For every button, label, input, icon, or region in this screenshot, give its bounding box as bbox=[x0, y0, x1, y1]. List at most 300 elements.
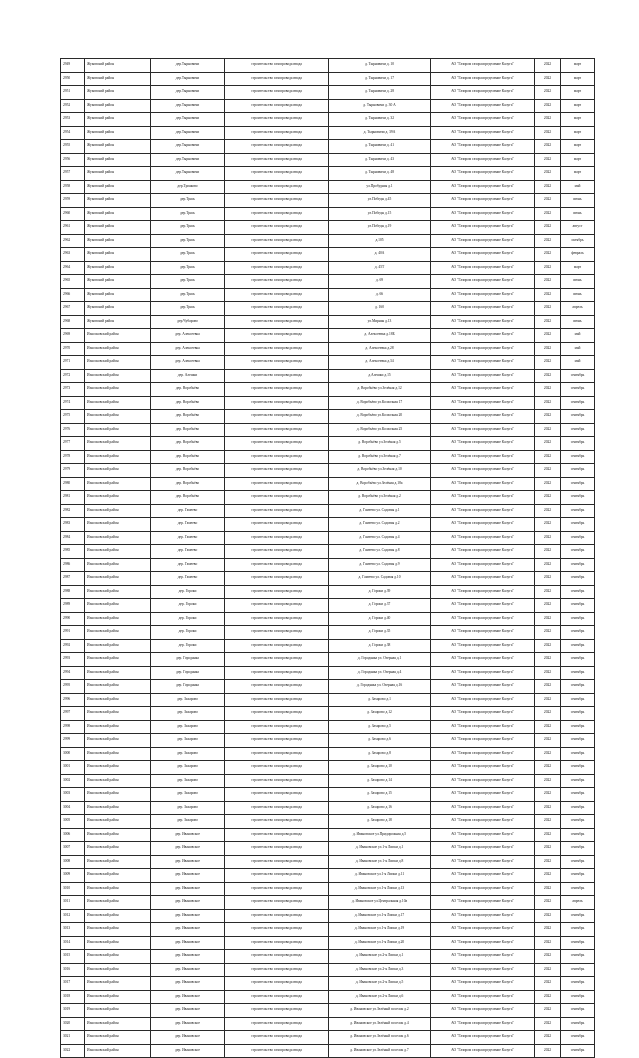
organization-cell: АО "Газпром газораспределение Калуга" bbox=[431, 788, 535, 802]
table-row bbox=[61, 207, 595, 221]
organization-cell: АО "Газпром газораспределение Калуга" bbox=[431, 963, 535, 977]
district-cell: Износковский район bbox=[85, 855, 151, 869]
work-type-cell: строительство газопровода ввода bbox=[225, 288, 329, 302]
work-type-cell: строительство газопровода ввода bbox=[225, 477, 329, 491]
row-number: 2990 bbox=[61, 612, 85, 626]
district-cell: Жуковский район bbox=[85, 126, 151, 140]
month-cell: сентябрь bbox=[561, 963, 595, 977]
table-row bbox=[61, 329, 595, 343]
district-cell: Износковский район bbox=[85, 1044, 151, 1058]
register-page bbox=[60, 58, 594, 1058]
month-cell: сентябрь bbox=[561, 518, 595, 532]
table-row bbox=[61, 896, 595, 910]
address-cell: д. Городянка ул. Озерная д.16 bbox=[329, 680, 431, 694]
row-number: 2949 bbox=[61, 59, 85, 73]
organization-cell: АО "Газпром газораспределение Калуга" bbox=[431, 977, 535, 991]
table-row bbox=[61, 639, 595, 653]
year-cell: 2022 bbox=[535, 531, 561, 545]
table-row bbox=[61, 518, 595, 532]
year-cell: 2022 bbox=[535, 302, 561, 316]
year-cell: 2022 bbox=[535, 896, 561, 910]
address-cell: д. Воробьёво ул.Колхозная 17 bbox=[329, 396, 431, 410]
organization-cell: АО "Газпром газораспределение Калуга" bbox=[431, 1017, 535, 1031]
district-cell: Износковский район bbox=[85, 329, 151, 343]
row-number: 3007 bbox=[61, 842, 85, 856]
address-cell: д. Захарово д.10 bbox=[329, 761, 431, 775]
address-cell: ул.Мирная д.13 bbox=[329, 315, 431, 329]
year-cell: 2022 bbox=[535, 342, 561, 356]
work-type-cell: строительство газопровода ввода bbox=[225, 707, 329, 721]
district-cell: Износковский район bbox=[85, 950, 151, 964]
year-cell: 2022 bbox=[535, 1004, 561, 1018]
work-type-cell: строительство газопровода ввода bbox=[225, 167, 329, 181]
row-number: 2976 bbox=[61, 423, 85, 437]
district-cell: Жуковский район bbox=[85, 72, 151, 86]
work-type-cell: строительство газопровода ввода bbox=[225, 140, 329, 154]
settlement-cell: дер.Тырновичи bbox=[151, 113, 225, 127]
settlement-cell: дер.Тырновичи bbox=[151, 126, 225, 140]
work-type-cell: строительство газопровода ввода bbox=[225, 113, 329, 127]
district-cell: Износковский район bbox=[85, 842, 151, 856]
organization-cell: АО "Газпром газораспределение Калуга" bbox=[431, 140, 535, 154]
row-number: 3008 bbox=[61, 855, 85, 869]
work-type-cell: строительство газопровода ввода bbox=[225, 450, 329, 464]
row-number: 2996 bbox=[61, 693, 85, 707]
row-number: 2951 bbox=[61, 86, 85, 100]
work-type-cell: строительство газопровода ввода bbox=[225, 936, 329, 950]
month-cell: март bbox=[561, 261, 595, 275]
year-cell: 2022 bbox=[535, 477, 561, 491]
district-cell: Износковский район bbox=[85, 639, 151, 653]
district-cell: Износковский район bbox=[85, 504, 151, 518]
address-cell: д. Захарово д.12 bbox=[329, 707, 431, 721]
address-cell: д. Гороки д.35 bbox=[329, 626, 431, 640]
year-cell: 2022 bbox=[535, 113, 561, 127]
address-cell: д. Городянка ул. Озерная д.4 bbox=[329, 666, 431, 680]
table-row bbox=[61, 909, 595, 923]
address-cell: д. Ивановское ул.2-я Липки д.6 bbox=[329, 990, 431, 1004]
row-number: 2956 bbox=[61, 153, 85, 167]
row-number: 2979 bbox=[61, 464, 85, 478]
row-number: 2964 bbox=[61, 261, 85, 275]
district-cell: Жуковский район bbox=[85, 261, 151, 275]
row-number: 2998 bbox=[61, 720, 85, 734]
row-number: 2986 bbox=[61, 558, 85, 572]
address-cell: д. Ивановское ул.1-я Липки д.1 bbox=[329, 842, 431, 856]
district-cell: Износковский район bbox=[85, 923, 151, 937]
table-row bbox=[61, 315, 595, 329]
district-cell: Износковский район bbox=[85, 909, 151, 923]
settlement-cell: дер. Ивановское bbox=[151, 923, 225, 937]
row-number: 3018 bbox=[61, 990, 85, 1004]
work-type-cell: строительство газопровода ввода bbox=[225, 626, 329, 640]
organization-cell: АО "Газпром газораспределение Калуга" bbox=[431, 86, 535, 100]
row-number: 2982 bbox=[61, 504, 85, 518]
table-body bbox=[61, 59, 595, 1058]
organization-cell: АО "Газпром газораспределение Калуга" bbox=[431, 855, 535, 869]
row-number: 3003 bbox=[61, 788, 85, 802]
work-type-cell: строительство газопровода ввода bbox=[225, 261, 329, 275]
organization-cell: АО "Газпром газораспределение Калуга" bbox=[431, 774, 535, 788]
table-row bbox=[61, 666, 595, 680]
work-type-cell: строительство газопровода ввода bbox=[225, 302, 329, 316]
organization-cell: АО "Газпром газораспределение Калуга" bbox=[431, 194, 535, 208]
work-type-cell: строительство газопровода ввода bbox=[225, 86, 329, 100]
settlement-cell: дер.Трясь bbox=[151, 248, 225, 262]
month-cell: март bbox=[561, 140, 595, 154]
work-type-cell: строительство газопровода ввода bbox=[225, 383, 329, 397]
organization-cell: АО "Газпром газораспределение Калуга" bbox=[431, 423, 535, 437]
year-cell: 2022 bbox=[535, 707, 561, 721]
row-number: 3005 bbox=[61, 815, 85, 829]
district-cell: Износковский район bbox=[85, 491, 151, 505]
month-cell: сентябрь bbox=[561, 410, 595, 424]
organization-cell: АО "Газпром газораспределение Калуга" bbox=[431, 815, 535, 829]
address-cell: ул.Победы д.15 bbox=[329, 207, 431, 221]
district-cell: Износковский район bbox=[85, 572, 151, 586]
organization-cell: АО "Газпром газораспределение Калуга" bbox=[431, 153, 535, 167]
organization-cell: АО "Газпром газораспределение Калуга" bbox=[431, 275, 535, 289]
work-type-cell: строительство газопровода ввода bbox=[225, 869, 329, 883]
settlement-cell: дер. Ивановское bbox=[151, 950, 225, 964]
row-number: 2992 bbox=[61, 639, 85, 653]
settlement-cell: дер. Городянка bbox=[151, 666, 225, 680]
table-row bbox=[61, 261, 595, 275]
organization-cell: АО "Газпром газораспределение Калуга" bbox=[431, 666, 535, 680]
organization-cell: АО "Газпром газораспределение Калуга" bbox=[431, 437, 535, 451]
work-type-cell: строительство газопровода ввода bbox=[225, 99, 329, 113]
address-cell: д. Захарово д.8 bbox=[329, 747, 431, 761]
organization-cell: АО "Газпром газораспределение Калуга" bbox=[431, 801, 535, 815]
settlement-cell: дер. Алексеевка bbox=[151, 356, 225, 370]
work-type-cell: строительство газопровода ввода bbox=[225, 545, 329, 559]
district-cell: Износковский район bbox=[85, 653, 151, 667]
table-row bbox=[61, 842, 595, 856]
year-cell: 2022 bbox=[535, 234, 561, 248]
address-cell: д. Тырновичи д. 41 bbox=[329, 140, 431, 154]
month-cell: сентябрь bbox=[561, 558, 595, 572]
district-cell: Жуковский район bbox=[85, 275, 151, 289]
year-cell: 2022 bbox=[535, 882, 561, 896]
address-cell: д. 45Т bbox=[329, 261, 431, 275]
month-cell: сентябрь bbox=[561, 909, 595, 923]
district-cell: Износковский район bbox=[85, 558, 151, 572]
work-type-cell: строительство газопровода ввода bbox=[225, 342, 329, 356]
table-row bbox=[61, 288, 595, 302]
work-type-cell: строительство газопровода ввода bbox=[225, 194, 329, 208]
year-cell: 2022 bbox=[535, 1017, 561, 1031]
work-type-cell: строительство газопровода ввода bbox=[225, 720, 329, 734]
settlement-cell: дер. Воробьёво bbox=[151, 410, 225, 424]
district-cell: Жуковский район bbox=[85, 153, 151, 167]
district-cell: Износковский район bbox=[85, 342, 151, 356]
table-row bbox=[61, 720, 595, 734]
row-number: 2953 bbox=[61, 113, 85, 127]
table-row bbox=[61, 963, 595, 977]
settlement-cell: дер. Ивановское bbox=[151, 1031, 225, 1045]
month-cell: март bbox=[561, 59, 595, 73]
month-cell: март bbox=[561, 167, 595, 181]
work-type-cell: строительство газопровода ввода bbox=[225, 801, 329, 815]
settlement-cell: дер. Ивановское bbox=[151, 882, 225, 896]
address-cell: д. Гамеево ул. Садовая д.1 bbox=[329, 504, 431, 518]
month-cell: сентябрь bbox=[561, 828, 595, 842]
settlement-cell: дер. Захарово bbox=[151, 774, 225, 788]
district-cell: Износковский район bbox=[85, 896, 151, 910]
work-type-cell: строительство газопровода ввода bbox=[225, 396, 329, 410]
row-number: 2999 bbox=[61, 734, 85, 748]
row-number: 2981 bbox=[61, 491, 85, 505]
year-cell: 2022 bbox=[535, 126, 561, 140]
month-cell: сентябрь bbox=[561, 396, 595, 410]
month-cell: сентябрь bbox=[561, 666, 595, 680]
address-cell: д. Захарово д.16 bbox=[329, 801, 431, 815]
organization-cell: АО "Газпром газораспределение Калуга" bbox=[431, 923, 535, 937]
month-cell: октябрь bbox=[561, 234, 595, 248]
work-type-cell: строительство газопровода ввода bbox=[225, 842, 329, 856]
organization-cell: АО "Газпром газораспределение Калуга" bbox=[431, 302, 535, 316]
settlement-cell: дер.Тырновичи bbox=[151, 72, 225, 86]
month-cell: сентябрь bbox=[561, 464, 595, 478]
row-number: 2958 bbox=[61, 180, 85, 194]
row-number: 3021 bbox=[61, 1031, 85, 1045]
district-cell: Жуковский район bbox=[85, 234, 151, 248]
year-cell: 2022 bbox=[535, 1031, 561, 1045]
settlement-cell: дер. Ивановское bbox=[151, 1017, 225, 1031]
settlement-cell: дер. Гамеево bbox=[151, 518, 225, 532]
organization-cell: АО "Газпром газораспределение Калуга" bbox=[431, 842, 535, 856]
year-cell: 2022 bbox=[535, 140, 561, 154]
table-row bbox=[61, 396, 595, 410]
organization-cell: АО "Газпром газораспределение Калуга" bbox=[431, 167, 535, 181]
settlement-cell: дер. Воробьёво bbox=[151, 477, 225, 491]
month-cell: март bbox=[561, 113, 595, 127]
settlement-cell: дер. Ивановское bbox=[151, 977, 225, 991]
settlement-cell: дер.Тырновичи bbox=[151, 86, 225, 100]
month-cell: сентябрь bbox=[561, 599, 595, 613]
row-number: 3012 bbox=[61, 909, 85, 923]
work-type-cell: строительство газопровода ввода bbox=[225, 234, 329, 248]
row-number: 3020 bbox=[61, 1017, 85, 1031]
year-cell: 2022 bbox=[535, 869, 561, 883]
row-number: 2997 bbox=[61, 707, 85, 721]
month-cell: сентябрь bbox=[561, 612, 595, 626]
year-cell: 2022 bbox=[535, 153, 561, 167]
settlement-cell: дер. Воробьёво bbox=[151, 464, 225, 478]
row-number: 2978 bbox=[61, 450, 85, 464]
year-cell: 2022 bbox=[535, 761, 561, 775]
table-row bbox=[61, 504, 595, 518]
table-row bbox=[61, 167, 595, 181]
settlement-cell: дер. Ивановское bbox=[151, 828, 225, 842]
district-cell: Жуковский район bbox=[85, 194, 151, 208]
row-number: 2984 bbox=[61, 531, 85, 545]
year-cell: 2022 bbox=[535, 72, 561, 86]
table-row bbox=[61, 626, 595, 640]
year-cell: 2022 bbox=[535, 396, 561, 410]
year-cell: 2022 bbox=[535, 180, 561, 194]
settlement-cell: дер. Гороки bbox=[151, 639, 225, 653]
address-cell: ул.Пробудная д.1 bbox=[329, 180, 431, 194]
row-number: 3009 bbox=[61, 869, 85, 883]
district-cell: Жуковский район bbox=[85, 315, 151, 329]
table-row bbox=[61, 977, 595, 991]
settlement-cell: дер. Ивановское bbox=[151, 963, 225, 977]
address-cell: д. Тырновичи д. 28 bbox=[329, 86, 431, 100]
month-cell: сентябрь bbox=[561, 734, 595, 748]
district-cell: Износковский район bbox=[85, 383, 151, 397]
address-cell: д. Захарово д.15 bbox=[329, 788, 431, 802]
year-cell: 2022 bbox=[535, 59, 561, 73]
organization-cell: АО "Газпром газораспределение Калуга" bbox=[431, 99, 535, 113]
work-type-cell: строительство газопровода ввода bbox=[225, 572, 329, 586]
district-cell: Износковский район bbox=[85, 693, 151, 707]
row-number: 3010 bbox=[61, 882, 85, 896]
work-type-cell: строительство газопровода ввода bbox=[225, 909, 329, 923]
organization-cell: АО "Газпром газораспределение Калуга" bbox=[431, 491, 535, 505]
district-cell: Износковский район bbox=[85, 599, 151, 613]
organization-cell: АО "Газпром газораспределение Калуга" bbox=[431, 329, 535, 343]
month-cell: сентябрь bbox=[561, 369, 595, 383]
table-row bbox=[61, 1004, 595, 1018]
organization-cell: АО "Газпром газораспределение Калуга" bbox=[431, 707, 535, 721]
district-cell: Износковский район bbox=[85, 1004, 151, 1018]
table-row bbox=[61, 990, 595, 1004]
work-type-cell: строительство газопровода ввода bbox=[225, 275, 329, 289]
row-number: 2973 bbox=[61, 383, 85, 397]
month-cell: сентябрь bbox=[561, 423, 595, 437]
row-number: 2960 bbox=[61, 207, 85, 221]
table-row bbox=[61, 464, 595, 478]
settlement-cell: дер. Гамеево bbox=[151, 504, 225, 518]
month-cell: сентябрь bbox=[561, 855, 595, 869]
month-cell: сентябрь bbox=[561, 531, 595, 545]
organization-cell: АО "Газпром газораспределение Калуга" bbox=[431, 248, 535, 262]
table-row bbox=[61, 882, 595, 896]
table-row bbox=[61, 140, 595, 154]
table-row bbox=[61, 545, 595, 559]
row-number: 2983 bbox=[61, 518, 85, 532]
address-cell: д. Ивановское ул.1-я Липки д.19 bbox=[329, 923, 431, 937]
address-cell: д. Захарово д.1 bbox=[329, 693, 431, 707]
row-number: 2995 bbox=[61, 680, 85, 694]
organization-cell: АО "Газпром газораспределение Калуга" bbox=[431, 950, 535, 964]
address-cell: д. Тырновичи д. 30 А bbox=[329, 99, 431, 113]
year-cell: 2022 bbox=[535, 612, 561, 626]
settlement-cell: дер. Ивановское bbox=[151, 909, 225, 923]
table-row bbox=[61, 180, 595, 194]
year-cell: 2022 bbox=[535, 842, 561, 856]
district-cell: Износковский район bbox=[85, 977, 151, 991]
work-type-cell: строительство газопровода ввода bbox=[225, 950, 329, 964]
district-cell: Износковский район bbox=[85, 666, 151, 680]
year-cell: 2022 bbox=[535, 221, 561, 235]
work-type-cell: строительство газопровода ввода bbox=[225, 747, 329, 761]
row-number: 3022 bbox=[61, 1044, 85, 1058]
district-cell: Жуковский район bbox=[85, 140, 151, 154]
table-row bbox=[61, 680, 595, 694]
settlement-cell: дер. Гамеево bbox=[151, 572, 225, 586]
district-cell: Жуковский район bbox=[85, 221, 151, 235]
organization-cell: АО "Газпром газораспределение Калуга" bbox=[431, 72, 535, 86]
address-cell: д. Воробьёво ул.Зелёная д.10 bbox=[329, 464, 431, 478]
settlement-cell: дер. Алексеевка bbox=[151, 342, 225, 356]
district-cell: Износковский район bbox=[85, 707, 151, 721]
settlement-cell: дер.Трясь bbox=[151, 194, 225, 208]
year-cell: 2022 bbox=[535, 504, 561, 518]
year-cell: 2022 bbox=[535, 315, 561, 329]
district-cell: Износковский район bbox=[85, 545, 151, 559]
district-cell: Износковский район bbox=[85, 1031, 151, 1045]
month-cell: сентябрь bbox=[561, 545, 595, 559]
table-row bbox=[61, 1031, 595, 1045]
address-cell: д. Гамеево ул. Садовая д.8 bbox=[329, 545, 431, 559]
month-cell: июнь bbox=[561, 288, 595, 302]
organization-cell: АО "Газпром газораспределение Калуга" bbox=[431, 747, 535, 761]
settlement-cell: дер. Гороки bbox=[151, 612, 225, 626]
organization-cell: АО "Газпром газораспределение Калуга" bbox=[431, 383, 535, 397]
address-cell: д. Ивановское ул.2-я Липки д.3 bbox=[329, 963, 431, 977]
address-cell: ул.Победы д.45 bbox=[329, 194, 431, 208]
work-type-cell: строительство газопровода ввода bbox=[225, 1044, 329, 1058]
district-cell: Износковский район bbox=[85, 815, 151, 829]
district-cell: Износковский район bbox=[85, 518, 151, 532]
year-cell: 2022 bbox=[535, 329, 561, 343]
organization-cell: АО "Газпром газораспределение Калуга" bbox=[431, 180, 535, 194]
organization-cell: АО "Газпром газораспределение Калуга" bbox=[431, 59, 535, 73]
row-number: 2955 bbox=[61, 140, 85, 154]
settlement-cell: дер. Городянка bbox=[151, 680, 225, 694]
year-cell: 2022 bbox=[535, 639, 561, 653]
table-row bbox=[61, 707, 595, 721]
organization-cell: АО "Газпром газораспределение Калуга" bbox=[431, 518, 535, 532]
settlement-cell: дер. Гамеево bbox=[151, 531, 225, 545]
year-cell: 2022 bbox=[535, 275, 561, 289]
table-row bbox=[61, 437, 595, 451]
works-table bbox=[60, 58, 595, 1058]
work-type-cell: строительство газопровода ввода bbox=[225, 221, 329, 235]
district-cell: Износковский район bbox=[85, 936, 151, 950]
year-cell: 2022 bbox=[535, 923, 561, 937]
organization-cell: АО "Газпром газораспределение Калуга" bbox=[431, 531, 535, 545]
address-cell: д. Ивановское ул.1-я Липки д.13 bbox=[329, 882, 431, 896]
row-number: 2989 bbox=[61, 599, 85, 613]
row-number: 2962 bbox=[61, 234, 85, 248]
organization-cell: АО "Газпром газораспределение Калуга" bbox=[431, 599, 535, 613]
district-cell: Износковский район bbox=[85, 612, 151, 626]
row-number: 2957 bbox=[61, 167, 85, 181]
settlement-cell: дер. Воробьёво bbox=[151, 383, 225, 397]
address-cell: д. Гамеево ул. Садовая д.10 bbox=[329, 572, 431, 586]
year-cell: 2022 bbox=[535, 261, 561, 275]
district-cell: Износковский район bbox=[85, 869, 151, 883]
month-cell: май bbox=[561, 180, 595, 194]
organization-cell: АО "Газпром газораспределение Калуга" bbox=[431, 396, 535, 410]
settlement-cell: дер. Воробьёво bbox=[151, 396, 225, 410]
address-cell: д. Ивановское ул.Зелёный поселок д.7 bbox=[329, 1044, 431, 1058]
year-cell: 2022 bbox=[535, 369, 561, 383]
organization-cell: АО "Газпром газораспределение Калуга" bbox=[431, 882, 535, 896]
month-cell: сентябрь bbox=[561, 572, 595, 586]
settlement-cell: дер. Ивановское bbox=[151, 1044, 225, 1058]
district-cell: Износковский район bbox=[85, 747, 151, 761]
organization-cell: АО "Газпром газораспределение Калуга" bbox=[431, 126, 535, 140]
work-type-cell: строительство газопровода ввода bbox=[225, 963, 329, 977]
work-type-cell: строительство газопровода ввода bbox=[225, 680, 329, 694]
year-cell: 2022 bbox=[535, 788, 561, 802]
work-type-cell: строительство газопровода ввода bbox=[225, 585, 329, 599]
settlement-cell: дер.Трясь bbox=[151, 288, 225, 302]
